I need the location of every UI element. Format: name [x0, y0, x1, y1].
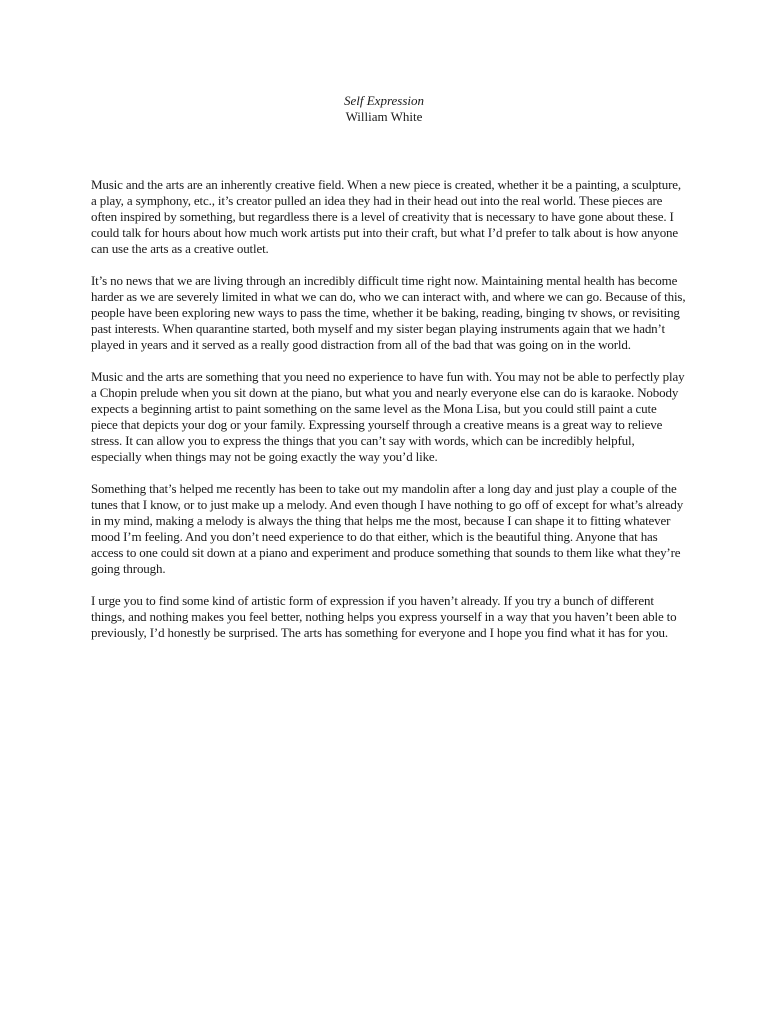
paragraph-2: It’s no news that we are living through an incredibly difficult time right now. Maintaining mental health has become harder as we are severely limited in what we can do, who we can interact with, and where we can go. Because of this, people have been exploring new ways to pass the time, whether it be baking, reading, binging tv shows, or revisiting past interests. When quarantine started, both myself and my sister began playing instruments again that we hadn’t played in years and it served as a really good distraction from all of the bad that was going on in the world. — [91, 273, 686, 352]
paragraph-1: Music and the arts are an inherently creative field. When a new piece is created, whether it be a painting, a sculpture, a play, a symphony, etc., it’s creator pulled an idea they had in their head out into the real world. These pieces are often inspired by something, but regardless there is a level of creativity that is necessary to have gone about these. I could talk for hours about how much work artists put into their craft, but what I’d prefer to talk about is how anyone can use the arts as a creative outlet. — [91, 177, 681, 256]
document-body — [91, 177, 686, 657]
document-title: Self Expression — [343, 93, 425, 108]
document-author: William White — [345, 109, 423, 124]
paragraph-4: Something that’s helped me recently has been to take out my mandolin after a long day and just play a couple of the tunes that I know, or to just make up a melody. And even though I have nothing to go off of except for what’s already in my mind, making a melody is always the thing that helps me the most, because I can shape it to fitting whatever mood I’m feeling. And you don’t need experience to do that either, which is the beautiful thing. Anyone that has access to one could sit down at a piano and experiment and produce something that sounds to them like what they’re going through. — [91, 481, 684, 576]
paragraph-5: I urge you to find some kind of artistic form of expression if you haven’t already. If you try a bunch of different things, and nothing makes you feel better, nothing helps you express yourself in a way that you haven’t been able to previously, I’d honestly be surprised. The arts has something for everyone and I hope you find what it has for you. — [91, 593, 677, 640]
paragraph-3: Music and the arts are something that you need no experience to have fun with. You may not be able to perfectly play a Chopin prelude when you sit down at the piano, but what you and nearly everyone else can do is karaoke. Nobody expects a beginning artist to paint something on the same level as the Mona Lisa, but you could still paint a cute piece that depicts your dog or your family. Expressing yourself through a creative means is a great way to relieve stress. It can allow you to express the things that you can’t say with words, which can be incredibly helpful, especially when things may not be going exactly the way you’d like. — [91, 369, 685, 464]
